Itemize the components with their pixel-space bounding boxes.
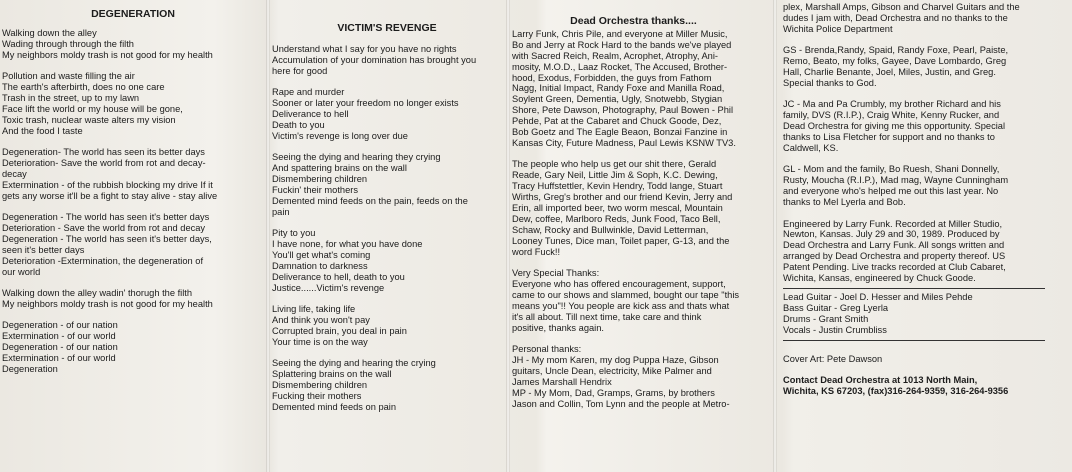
text-line: My neighbors moldy trash is not good for my health (2, 49, 213, 60)
text-line: positive, thanks again. (512, 322, 604, 333)
lyrics-lines (272, 44, 502, 413)
victims-revenge-lyrics-panel (272, 0, 502, 472)
text-line: dudes I jam with, Dead Orchestra and no thanks to the (783, 12, 1008, 23)
text-line: Jason and Collin, Tom Lynn and the people at Metro- (512, 398, 730, 409)
text-line: seen it's better days (2, 244, 85, 255)
text-line: Lead Guitar - Joel D. Hesser and Miles Pehde (783, 291, 973, 302)
blank-line (512, 149, 755, 160)
text-line: guitars, Uncle Dean, electricity, Mike Palmer and (512, 365, 712, 376)
blank-line (783, 208, 1053, 219)
blank-line (272, 348, 502, 359)
text-line: Deterioration -Extermination, the degeneration of (2, 255, 204, 266)
song-title: DEGENERATION (91, 8, 175, 20)
text-line: Pollution and waste filling the air (2, 71, 135, 82)
blank-line (2, 278, 264, 289)
text-line: plex, Marshall Amps, Gibson and Charvel Guitars and the (783, 2, 1020, 12)
text-line: Face lift the world or my house will be gone, (2, 103, 183, 114)
text-line: Extermination - of the rubbish blocking my drive If it (2, 179, 213, 190)
text-line: Toxic trash, nuclear waste alters my vision (2, 114, 176, 125)
text-line: thanks to Lisa Fletcher for support and no thanks to (783, 132, 995, 143)
text-line: Demented mind feeds on pain (272, 401, 397, 412)
text-line: James Marshall Hendrix (512, 376, 612, 387)
text-line: Dismembering children (272, 173, 368, 184)
text-line: And think you won't pay (272, 314, 370, 325)
text-line: Sooner or later your freedom no longer exists (272, 98, 459, 109)
text-line: Degeneration- The world has seen its better days (2, 147, 205, 158)
blank-line (2, 202, 264, 213)
text-line: Newton, Kansas. July 29 and 30, 1989. Produced by (783, 229, 1000, 240)
blank-line (2, 61, 264, 72)
fold-crease (506, 0, 510, 472)
text-line: Personal thanks: (512, 343, 582, 354)
text-line: Patent Pending. Live tracks recorded at Club Cabaret, (783, 262, 1006, 273)
text-line: Wichita Police Department (783, 23, 893, 34)
text-line: here for good (272, 65, 328, 76)
text-line: Understand what I say for you have no rights (272, 43, 457, 54)
text-line: And the food I taste (2, 125, 83, 136)
text-line: hood, Exodus, Forbidden, the guys from Fathom (512, 72, 712, 83)
text-line: Degeneration - of our nation (2, 320, 118, 331)
text-line: Deliverance to hell, death to you (272, 271, 405, 282)
text-line: Larry Funk, Chris Pile, and everyone at Miller Music, (512, 28, 728, 39)
text-line: Splattering brains on the wall (272, 369, 392, 380)
text-line: Corrupted brain, you deal in pain (272, 325, 407, 336)
text-line: Walking down the alley (2, 27, 97, 38)
text-line: Degeneration - The world has seen it's better days (2, 212, 210, 223)
text-line: Extermination - of our world (2, 353, 116, 364)
text-line: Kansas City, Future Madness, Paul Lewis KSNW TV3. (512, 137, 736, 148)
text-line: Degeneration - of our nation (2, 342, 118, 353)
text-line: Degeneration - The world has seen it's better days, (2, 233, 212, 244)
text-line: MP - My Mom, Dad, Gramps, Grams, by brothers (512, 387, 715, 398)
text-line: Damnation to darkness (272, 260, 368, 271)
text-line: Deliverance to hell (272, 108, 349, 119)
text-line: our world (2, 266, 41, 277)
song-title: VICTIM'S REVENGE (337, 22, 437, 34)
text-line: Deterioration- Save the world from rot and decay- (2, 157, 206, 168)
fold-crease (266, 0, 270, 472)
text-line: The earth's afterbirth, does no one care (2, 82, 165, 93)
text-line: Victim's revenge is long over due (272, 130, 408, 141)
blank-line (2, 137, 264, 148)
text-line: Everyone who has offered encouragement, support, (512, 278, 726, 289)
text-line: Fuckin' their mothers (272, 184, 358, 195)
text-line: Rusty, Moucha (R.I.P.), Mad mag, Wayne Cunningham (783, 175, 1009, 186)
band-lineup (783, 292, 1053, 336)
text-line: Bass Guitar - Greg Lyerla (783, 302, 889, 313)
text-line: Special thanks to God. (783, 77, 877, 88)
text-line: GL - Mom and the family, Bo Ruesh, Shani Donnelly, (783, 164, 1000, 175)
text-line: Contact Dead Orchestra at 1013 North Main, (783, 375, 978, 386)
text-line: Wading through through the filth (2, 38, 134, 49)
divider (783, 288, 1045, 289)
text-line: I have none, for what you have done (272, 239, 423, 249)
thanks-lines (512, 29, 755, 410)
text-line: Pehde, Pat at the Cabaret and Chuck Goode, Dez, (512, 116, 722, 127)
blank-line (783, 154, 1053, 165)
text-line: it's all about. Till next time, take care and think (512, 311, 702, 322)
thanks-panel (512, 0, 755, 472)
text-line: Bo and Jerry at Rock Hard to the bands we've played (512, 39, 732, 50)
text-line: Living life, taking life (272, 304, 356, 315)
text-line: Wichita, KS 67203, (fax)316-264-9359, 316-264-9356 (783, 386, 1009, 397)
text-line: Dismembering children (272, 379, 368, 390)
text-line: Dead Orchestra and Larry Funk. All songs written and (783, 240, 1005, 251)
text-line: Schaw, Rocky and Bullwinkle, David Letterman, (512, 224, 709, 235)
text-line: with Sacred Reich, Realm, Acrophet, Atrophy, Ani- (512, 50, 719, 61)
text-line: Caldwell, KS. (783, 142, 839, 153)
text-line: Nagg, Initial Impact, Randy Foxe and Manilla Road, (512, 83, 725, 94)
text-line: pain (272, 206, 290, 217)
text-line: means you"!! You people are kick ass and thats what (512, 300, 730, 311)
fold-crease (773, 0, 777, 472)
text-line: The people who help us get our shit there, Gerald (512, 159, 717, 170)
text-line: Justice......Victim's revenge (272, 282, 385, 293)
text-line: You'll get what's coming (272, 249, 371, 260)
text-line: Death to you (272, 119, 325, 130)
text-line: JC - Ma and Pa Crumbly, my brother Richard and his (783, 99, 1001, 110)
blank-line (783, 89, 1053, 100)
text-line: Extermination - of our world (2, 331, 116, 342)
text-line: arranged by Dead Orchestra and property thereof. US (783, 251, 1006, 262)
credits-lines (783, 2, 1053, 284)
credits-panel (783, 0, 1053, 472)
text-line: Looney Tunes, Dice man, Toilet paper, G-13, and the (512, 235, 730, 246)
text-line: mosity, M.O.D., Laaz Rocket, The Accused, Brother- (512, 61, 728, 72)
text-line: JH - My mom Karen, my dog Puppa Haze, Gibson (512, 354, 719, 365)
text-line: Hall, Charlie Benante, Joel, Miles, Justin, and Greg. (783, 67, 996, 78)
blank-line (272, 77, 502, 88)
lyrics-lines (2, 28, 264, 375)
text-line: thanks to Mel Lyerla and Bob. (783, 197, 906, 208)
text-line: and everyone who's helped me out this last year. No (783, 186, 999, 197)
cover-art-credit: Cover Art: Pete Dawson (783, 354, 883, 365)
text-line: Engineered by Larry Funk. Recorded at Miller Studio, (783, 218, 1003, 229)
text-line: And spattering brains on the wall (272, 163, 407, 174)
text-line: Seeing the dying and hearing they crying (272, 152, 441, 163)
contact-info (783, 375, 1053, 397)
text-line: Reade, Gary Neil, Little Jim & Soph, K.C. Dewing, (512, 170, 718, 181)
text-line: Your time is on the way (272, 336, 368, 347)
text-line: decay (2, 168, 27, 179)
text-line: Very Special Thanks: (512, 268, 600, 279)
text-line: Pity to you (272, 228, 316, 239)
text-line: Soylent Green, Dementia, Ugly, Snotwebb, Stygian (512, 94, 723, 105)
text-line: Dead Orchestra for giving me this opportunity. Special (783, 121, 1006, 132)
text-line: Accumulation of your domination has brought you (272, 54, 477, 65)
text-line: Shore, Pete Dawson, Photography, Paul Bowen - Phil (512, 105, 734, 116)
text-line: Degeneration (2, 363, 58, 374)
text-line: family, DVS (R.I.P.), Craig White, Kenny Rucker, and (783, 110, 1000, 121)
blank-line (2, 310, 264, 321)
text-line: My neighbors moldy trash is not good for my health (2, 298, 213, 309)
text-line: Remo, Beato, my folks, Gayee, Dave Lombardo, Greg (783, 56, 1007, 67)
text-line: Bob Goetz and The Eagle Beaon, Bonzai Fanzine in (512, 127, 728, 138)
text-line: Tracy Huffstettler, Kevin Hendry, Todd lange, Stuart (512, 181, 723, 192)
text-line: gets any worse it'll be a fight to stay alive - stay alive (2, 190, 218, 201)
text-line: Erin, all imported beer, two worm mescal, Mountain (512, 203, 723, 213)
text-line: Walking down the alley wadin' thorugh the filth (2, 288, 193, 299)
text-line: Fucking their mothers (272, 390, 362, 401)
blank-line (272, 294, 502, 305)
text-line: Seeing the dying and hearing the crying (272, 358, 436, 369)
text-line: Rape and murder (272, 87, 345, 98)
text-line: Wichita, Kansas, engineered by Chuck Goode. (783, 273, 976, 284)
text-line: word Fuck!! (512, 246, 561, 257)
divider (783, 340, 1045, 341)
blank-line (272, 218, 502, 229)
blank-line (512, 333, 755, 344)
blank-line (272, 142, 502, 153)
text-line: came to our shows and slammed, bought our tape "this (512, 289, 740, 300)
text-line: Trash in the street, up to my lawn (2, 92, 140, 103)
blank-line (783, 35, 1053, 46)
blank-line (512, 258, 755, 269)
degeneration-lyrics-panel (2, 0, 264, 472)
text-line: Demented mind feeds on the pain, feeds on the (272, 195, 468, 206)
thanks-title: Dead Orchestra thanks.... (570, 15, 697, 27)
text-line: Wirths, Greg's brother and our friend Kevin, Jerry and (512, 192, 733, 203)
text-line: Dew, coffee, Marlboro Reds, Junk Food, Taco Bell, (512, 213, 721, 224)
text-line: Deterioration - Save the world from rot and decay (2, 223, 206, 233)
text-line: GS - Brenda,Randy, Spaid, Randy Foxe, Pearl, Paiste, (783, 45, 1009, 56)
text-line: Drums - Grant Smith (783, 313, 869, 324)
text-line: Vocals - Justin Crumbliss (783, 324, 887, 335)
